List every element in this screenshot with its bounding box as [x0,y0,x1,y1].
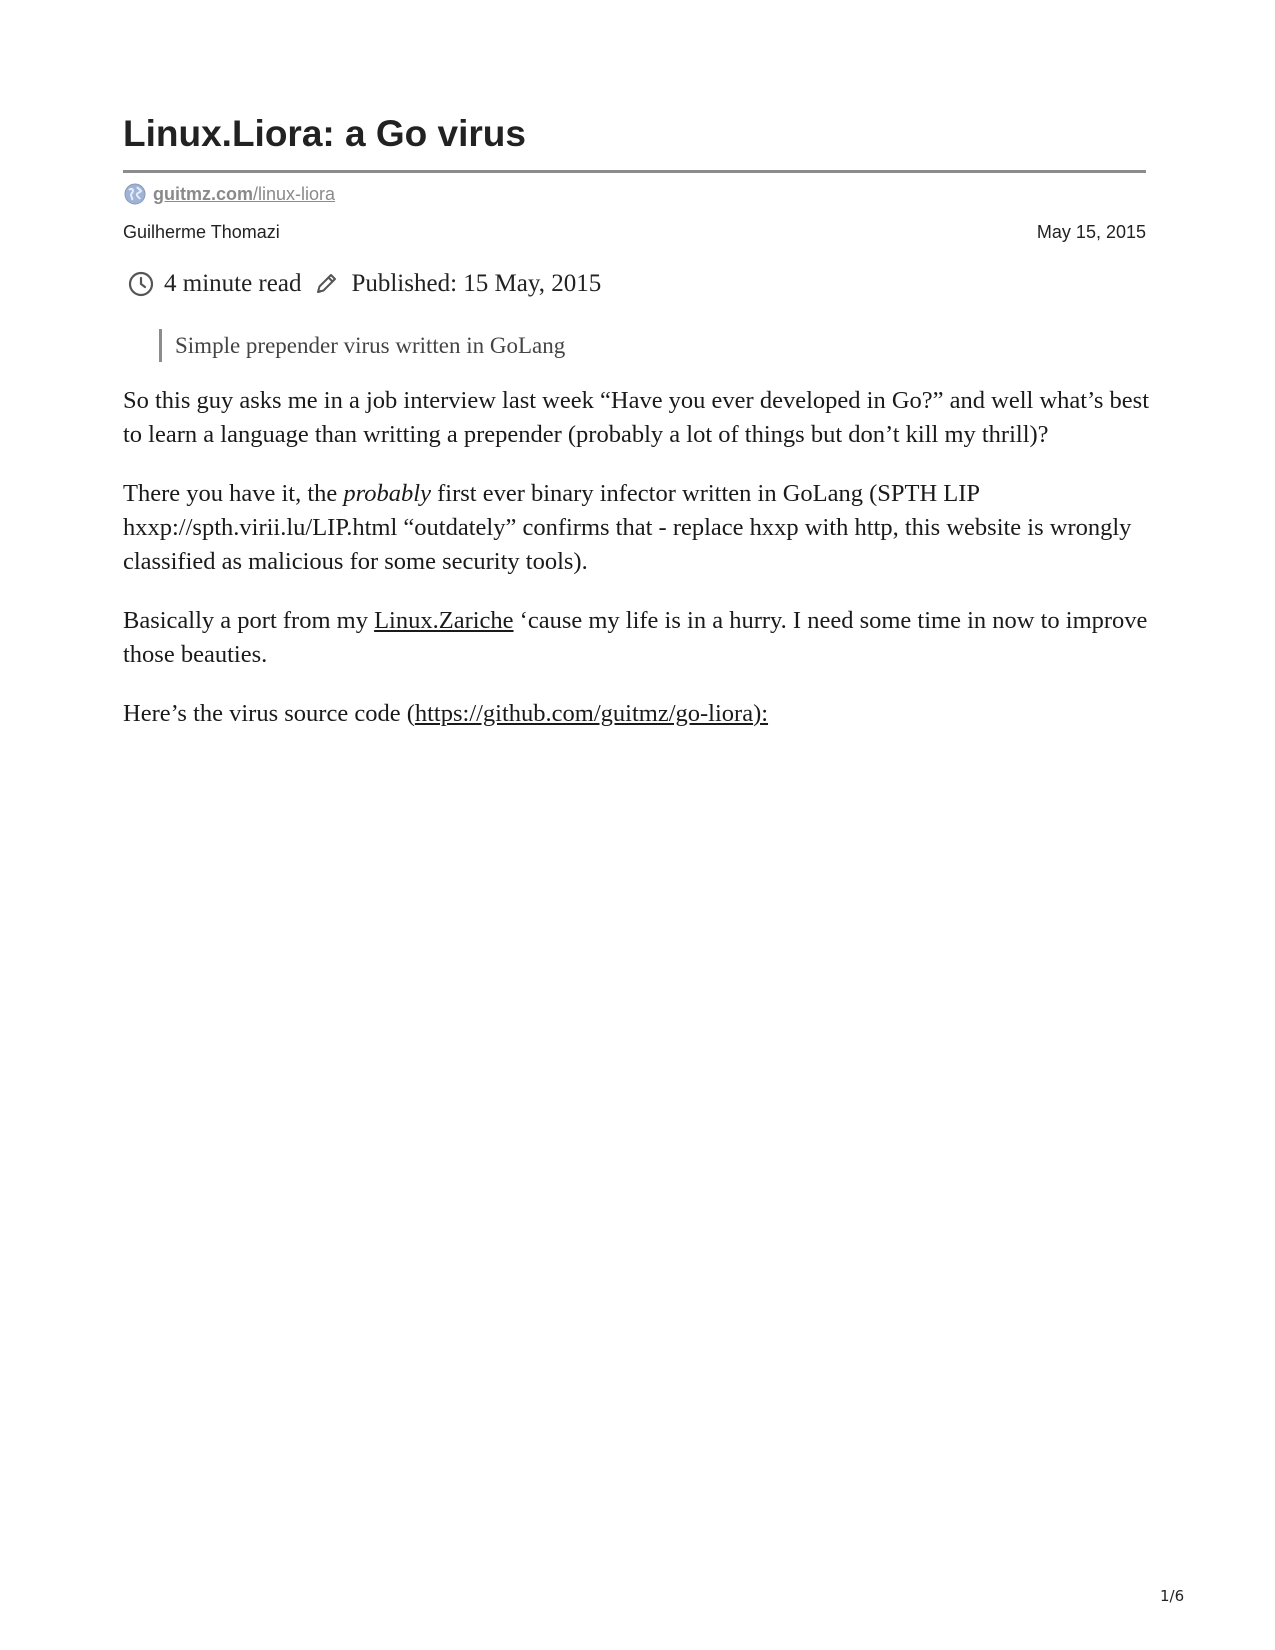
zariche-link[interactable]: Linux.Zariche [374,607,514,634]
paragraph-2-text-end: first ever binary infector written in GoLang (SPTH LIP hxxp://spth.virii.lu/LIP.html “outdately” confirms that - replace hxxp with http, this website is wrongly classified as malicious for some security tools). [123,480,1132,575]
article-title: Linux.Liora: a Go virus [123,113,526,154]
read-time: 4 minute read [164,270,302,297]
paragraph-4 [123,697,1153,731]
globe-icon [124,183,146,205]
paragraph-3 [123,604,1153,672]
paragraph-2 [123,477,1153,579]
pencil-icon [313,271,339,297]
paragraph-3-text-start: Basically a port from my [123,607,375,634]
paragraph-1: So this guy asks me in a job interview last week “Have you ever developed in Go?” and well what’s best to learn a language than writting a prepender (probably a lot of things but don’t kill my thrill)? [123,387,1150,448]
paragraph-3-text-end: ‘cause my life is in a hurry. I need some time in now to improve those beauties. [123,607,1148,668]
excerpt-blockquote: Simple prepender virus written in GoLang [159,329,565,362]
page-number: 1/6 [1160,1587,1185,1605]
title-divider [123,170,1146,173]
source-domain: guitmz.com [153,183,254,204]
github-link-suffix: ): [753,700,769,727]
source-path: /linux-liora [253,183,336,204]
byline [123,222,1146,243]
emphasis-probably: probably [343,480,431,507]
source-link[interactable] [124,183,335,205]
paragraph-4-text-start: Here’s the virus source code ( [123,700,415,727]
github-source-link[interactable] [415,700,768,727]
article-body [123,384,1153,756]
article-date: May 15, 2015 [1036,222,1146,242]
article-meta [128,270,601,298]
github-link-text: https://github.com/guitmz/go-liora [414,700,754,727]
clock-icon [128,271,154,297]
author-name: Guilherme Thomazi [123,222,280,242]
paragraph-2-text-start: There you have it, the [123,480,344,507]
published-date: Published: 15 May, 2015 [351,270,602,297]
